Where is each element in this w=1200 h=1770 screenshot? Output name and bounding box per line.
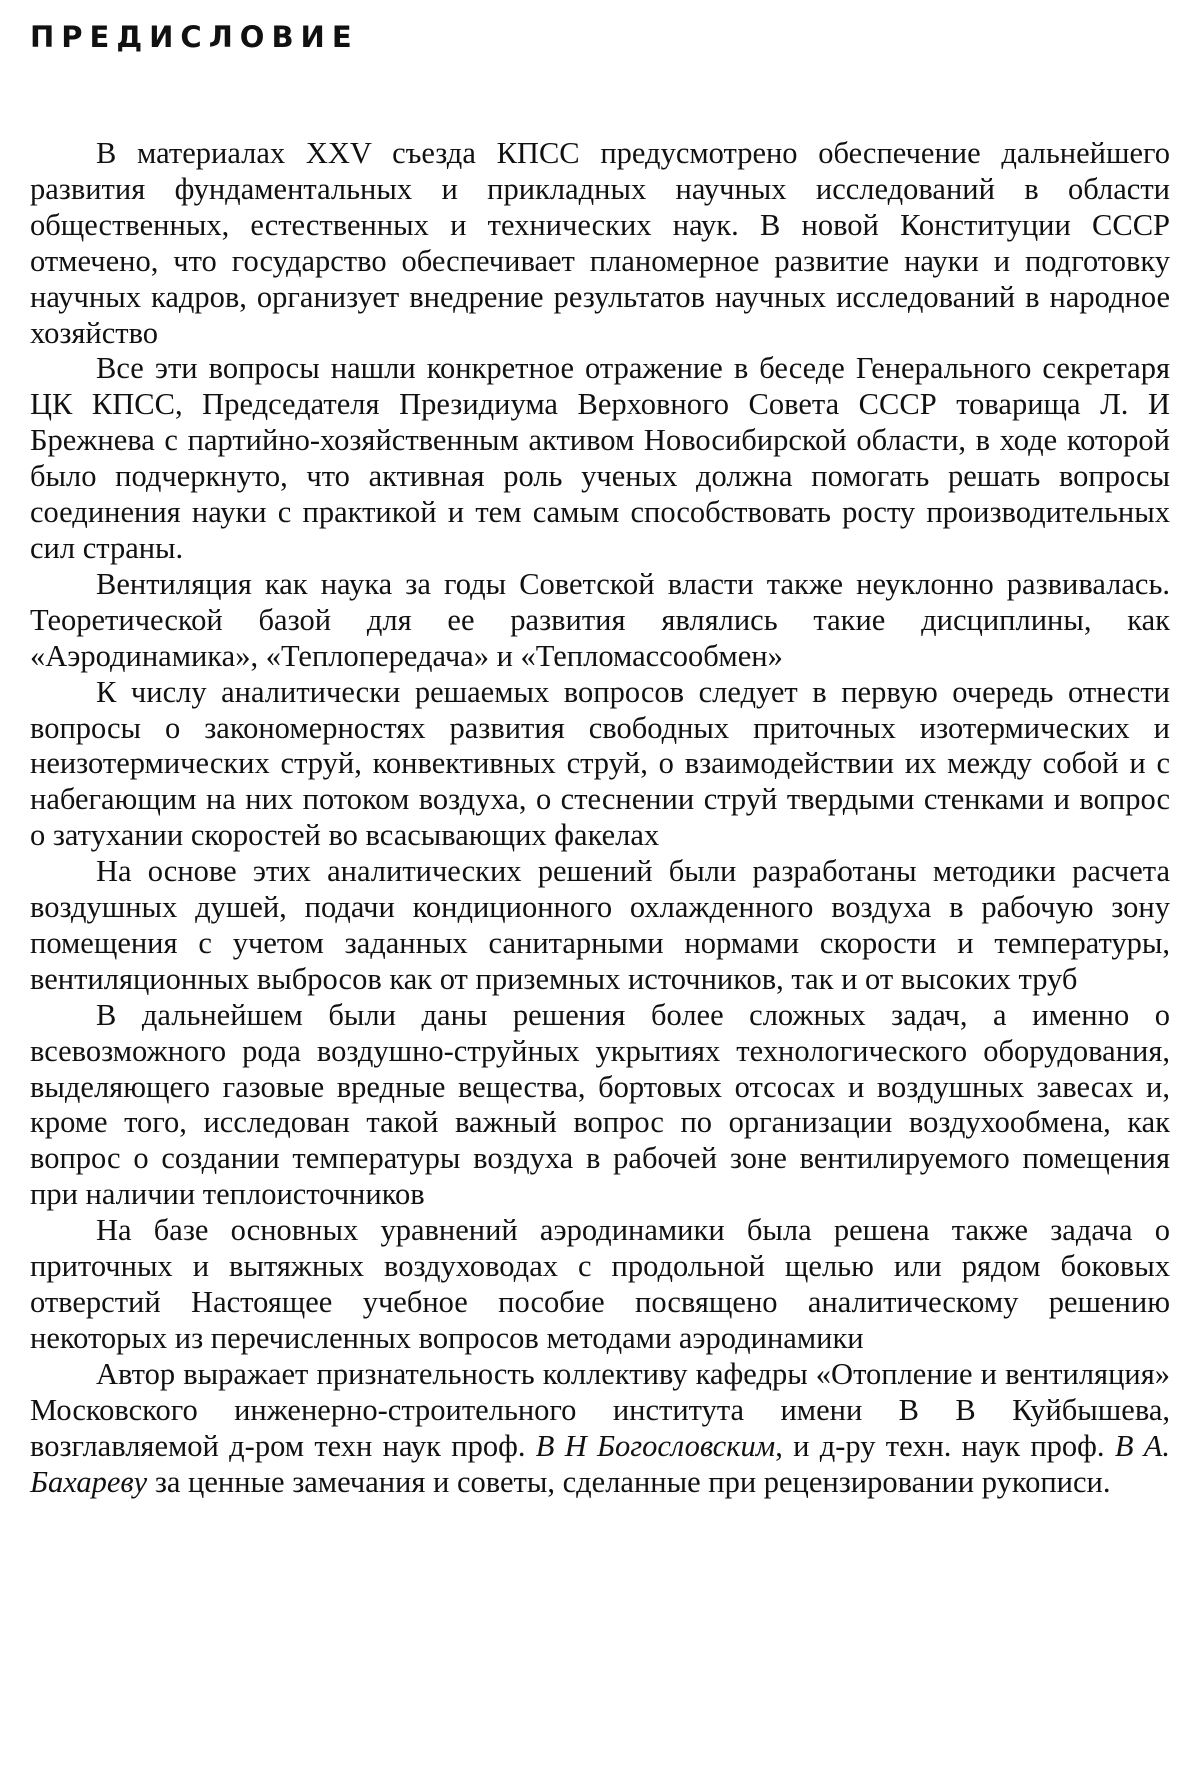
paragraph-5: На основе этих аналитических решений были разработаны методики расчета воздушных душей, подачи кондиционного охлажденного воздуха в рабочую зону помещения с учетом заданных санитарными нормами скорости и температуры, вентиляционных выбросов как от приземных источников, так и от высоких труб xyxy=(30,854,1170,996)
preface-text xyxy=(30,136,1170,1500)
reviewer-name-1: В Н Богословским xyxy=(535,1428,776,1463)
paragraph-8-text-2: , и д-ру техн. наук проф. xyxy=(775,1428,1105,1463)
paragraph-8 xyxy=(30,1357,1170,1501)
reviewer-name-2: В А. Бахареву xyxy=(30,1428,1171,1499)
page-title: ПРЕДИСЛОВИЕ xyxy=(30,20,359,54)
paragraph-2: Все эти вопросы нашли конкретное отражение в беседе Генерального секретаря ЦК КПСС, Председателя Президиума Верховного Совета СССР товарища Л. И Брежнева с партийно-хозяйственным активом Новосибирской области, в ходе которой было подчеркнуто, что активная роль ученых должна помогать решать вопросы соединения науки с практикой и тем самым способствовать росту производительных сил страны. xyxy=(30,351,1170,565)
paragraph-7: На базе основных уравнений аэродинамики была решена также задача о приточных и вытяжных воздуховодах с продольной щелью или рядом боковых отверстий Настоящее учебное пособие посвящено аналитическому решению некоторых из перечисленных вопросов методами аэродинамики xyxy=(30,1213,1170,1355)
paragraph-3: Вентиляция как наука за годы Советской власти также неуклонно развивалась. Теоретической базой для ее развития являлись такие дисциплины, как «Аэродинамика», «Теплопередача» и «Тепломассообмен» xyxy=(30,566,1170,673)
paragraph-6: В дальнейшем были даны решения более сложных задач, а именно о всевозможного рода воздушно-струйных укрытиях технологического оборудования, выделяющего газовые вредные вещества, бортовых отсосах и воздушных завесах и, кроме того, исследован такой важный вопрос по организации воздухообмена, как вопрос о создании температуры воздуха в рабочей зоне вентилируемого помещения при наличии теплоисточников xyxy=(30,997,1170,1212)
paragraph-8-text-3: за ценные замечания и советы, сделанные при рецензировании рукописи. xyxy=(154,1464,1111,1499)
document-page xyxy=(30,18,1170,1500)
paragraph-8-text-1: Автор выражает признательность коллективу кафедры «Отопление и вентиляция» Московского инженерно-строительного института имени В В Куйбышева, возглавляемой д-ром техн наук проф. xyxy=(30,1356,1170,1463)
paragraph-1: В материалах XXV съезда КПСС предусмотрено обеспечение дальнейшего развития фундаментальных и прикладных научных исследований в области общественных, естественных и технических наук. В новой Конституции СССР отмечено, что государство обеспечивает планомерное развитие науки и подготовку научных кадров, организует внедрение результатов научных исследований в народное хозяйство xyxy=(30,136,1170,350)
paragraph-4: К числу аналитически решаемых вопросов следует в первую очередь отнести вопросы о закономерностях развития свободных приточных изотермических и неизотермических струй, конвективных струй, о взаимодействии их между собой и с набегающим на них потоком воздуха, о стеснении струй твердыми стенками и вопрос о затухании скоростей во всасывающих факелах xyxy=(30,674,1170,853)
